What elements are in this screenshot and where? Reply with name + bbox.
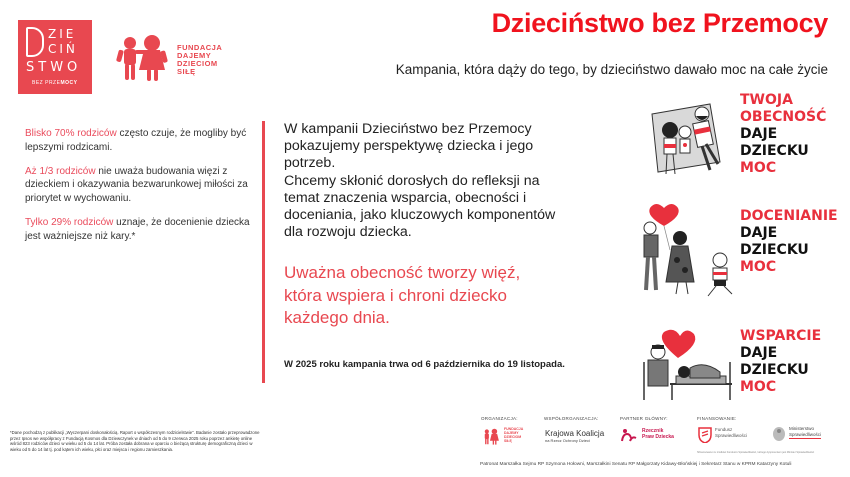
org-line: DAJEMY [504, 431, 519, 435]
stat-item [25, 216, 260, 244]
stat-item [25, 165, 260, 206]
coorg-name: Krajowa Koalicja [545, 429, 605, 438]
label-partner: PARTNER GŁÓWNY: [620, 416, 668, 421]
label-funding: FINANSOWANIE: [697, 416, 737, 421]
quote-line: każdego dnia. [284, 308, 390, 327]
highlight-quote [284, 262, 584, 330]
stat-highlight: Blisko 70% rodziców [25, 128, 117, 139]
stat-highlight: Aż 1/3 rodziców [25, 165, 96, 177]
intro-line: dla rozwoju dziecka. [284, 224, 412, 241]
stats-list [25, 127, 260, 254]
funding-ms-logo [772, 426, 821, 442]
logo-text-line1: ZIE [48, 27, 77, 41]
label-organizer: ORGANIZACJA: [481, 416, 518, 421]
illustration-presence [640, 92, 850, 192]
caption-end: MOC [740, 160, 777, 176]
logo-tag-light: BEZ PRZE [32, 80, 61, 86]
campaign-dates: W 2025 roku kampania trwa od 6 października do 19 listopada. [284, 359, 565, 370]
caption-end: MOC [740, 259, 777, 275]
foundation-line: DZIECIOM [177, 59, 218, 68]
rpd-line: Praw Dziecka [642, 434, 674, 440]
intro-line: W kampanii Dzieciństwo bez Przemocy [284, 121, 532, 137]
illustration-caption [740, 328, 821, 396]
funding-fs-logo [698, 427, 747, 443]
intro-line: Chcemy skłonić dorosłych do refleksji na [284, 172, 540, 189]
caption-red: DOCENIANIE [740, 208, 838, 224]
caption-black: DAJE [740, 345, 778, 361]
caption-red: TWOJA [740, 92, 793, 108]
family-balloon-illustration [640, 200, 740, 300]
label-coorganizer: WSPÓŁORGANIZACJA: [544, 416, 599, 421]
caption-black: DZIECKU [740, 242, 809, 258]
illustration-support [640, 322, 850, 422]
source-footnote: *Dane pochodzą z publikacji „Wyczerpani doskonałością. Raport o współczesnym rodzicielstwie”. Badanie zostało przeprowadzone przez Ipsos we współpracy z Fundacją Kosmos dla Dziewczynek w dniach od 5 do 9 czerwca 2025 roku poprzez ankietę online wśród 823 rodziców dzieci w wieku od 5 do 14 lat. Próba została dobrana w oparciu o bieżącą strukturę demograficzną dzieci w wieku od 5 do 14 lat tj. pod kątem ich wieku, płci oraz miejsca i regionu zamieszkania. [10, 430, 260, 452]
funding-note: Sfinansowano ze środków Funduszu Sprawiedliwości, którego dysponentem jest Minister Sprawiedliwości [697, 451, 815, 454]
intro-line: doceniania, jako kluczowych komponentów [284, 207, 556, 224]
foundation-name [177, 44, 222, 76]
foundation-line: FUNDACJA [177, 43, 223, 52]
stat-highlight: Tylko 29% rodziców [25, 216, 114, 228]
children-icon [116, 34, 174, 84]
foundation-line: SIŁĘ [177, 67, 196, 76]
stat-text: nie uważa budowania więzi z dzieckiem i okazywania bezwarunkowej miłości za priorytet w wychowaniu. [25, 165, 248, 205]
patronage-text: Patronat Marszałka Sejmu RP Szymona Hołowni, Marszałkini Senatu RP Małgorzaty Kidawy-Błońskiej i Sekretarz Stanu w KPRM Katarzyny Kotuli [480, 462, 792, 467]
intro-line: pokazujemy perspektywę dziecka i jego [284, 138, 534, 155]
caption-red: WSPARCIE [740, 328, 822, 344]
caption-end: MOC [740, 379, 777, 395]
quote-line: Uważna obecność tworzy więź, [284, 263, 521, 282]
stat-item [25, 127, 260, 155]
foundation-line: DAJEMY [177, 51, 212, 60]
logo-tag-bold: MOCY [60, 80, 78, 86]
parent-bedside-illustration [640, 322, 740, 402]
rpd-icon [621, 428, 639, 442]
divider-line [262, 121, 265, 383]
caption-black: DAJE [740, 126, 778, 142]
logo-d-shape [26, 27, 44, 57]
organizer-logo [482, 427, 523, 447]
page-subtitle: Kampania, która dąży do tego, by dzieciństwo dawało moc na całe życie [395, 62, 828, 77]
ms-line: Sprawiedliwości [789, 432, 822, 437]
illustration-caption [740, 208, 838, 276]
illustration-caption [740, 92, 826, 177]
illustration-appreciation [640, 200, 850, 300]
quote-line: która wspiera i chroni dziecko [284, 285, 507, 305]
stat-text: często czuje, że mogliby być lepszymi rodzicami. [25, 128, 247, 153]
caption-red: OBECNOŚĆ [740, 109, 827, 125]
org-line: DZIECIOM [504, 435, 522, 439]
campaign-logo [18, 20, 92, 94]
foundation-logo [116, 34, 226, 84]
logo-tagline [32, 80, 77, 86]
logo-text-line2: CIŃ [48, 42, 78, 56]
org-line: SIŁĘ [504, 439, 512, 443]
intro-line: potrzeb. [284, 155, 336, 172]
caption-black: DZIECKU [740, 143, 809, 159]
family-lying-illustration [640, 92, 740, 182]
logo-text-line3: STWO [26, 60, 82, 75]
rpd-line: Rzecznik [642, 428, 664, 434]
fs-line: Fundusz [715, 427, 733, 432]
coorg-sub: na Rzecz Ochrony Dzieci [545, 438, 590, 443]
stat-text: uznaje, że docenienie dziecka jest ważniejsze niż kary.* [25, 216, 250, 242]
children-icon [482, 427, 502, 447]
page-title: Dzieciństwo bez Przemocy [491, 8, 828, 38]
fs-line: Sprawiedliwości [715, 433, 748, 438]
eagle-emblem-icon [772, 426, 786, 442]
caption-black: DAJE [740, 225, 778, 241]
caption-black: DZIECKU [740, 362, 809, 378]
org-line: FUNDACJA [504, 427, 524, 431]
ms-line: Ministerstwo [789, 426, 815, 431]
partner-rpd-logo [621, 428, 674, 442]
intro-text [284, 121, 584, 241]
fs-shield-icon [698, 427, 712, 443]
intro-line: temat znaczenia wsparcia, obecności i [284, 189, 527, 206]
coorganizer-logo [545, 429, 604, 443]
